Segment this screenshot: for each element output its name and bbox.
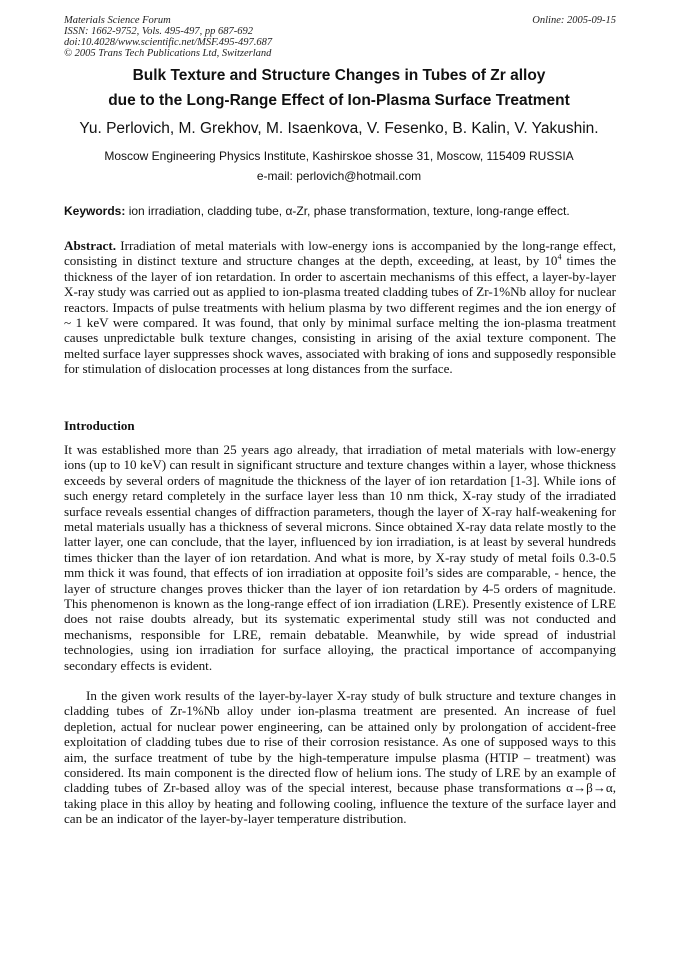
keywords-text: ion irradiation, cladding tube, α-Zr, phase transformation, texture, long-range effect. [125, 204, 570, 218]
abstract [64, 238, 616, 377]
email: e-mail: perlovich@hotmail.com [256, 169, 422, 183]
online-date: Online: 2005-09-15 [532, 15, 616, 26]
issn-line: ISSN: 1662-9752, Vols. 495-497, pp 687-692 [64, 26, 253, 37]
doi-line: doi:10.4028/www.scientific.net/MSF.495-497.687 [64, 37, 273, 48]
abstract-superscript: 4 [557, 253, 562, 263]
paper-title-line2: due to the Long-Range Effect of Ion-Plasma Surface Treatment [108, 92, 570, 109]
abstract-text-2: times the thickness of the layer of ion retardation. In order to ascertain mechanisms of this effect, a layer-by-layer X-ray study was carried out as applied to ion-plasma treated cladding tubes of Zr-1%Nb alloy for nuclear reactors. Impacts of pulse treatments with helium plasma by two different regimes and the ion energy of ~ 1 keV were compared. It was found, that only by minimal surface melting the ion-plasma treatment causes unpredictable bulk texture changes, consisting in arising of the axial texture component. The melted surface layer suppresses shock waves, associated with braking of ions and supposedly responsible for stimulation of dislocation processes at long distances from the surface. [64, 253, 617, 377]
journal-header [64, 15, 616, 59]
abstract-text-1: Irradiation of metal materials with low-energy ions is accompanied by the long-range effect, consisting in distinct texture and structure changes at the depth, exceeding, at least, by 10 [64, 238, 616, 269]
copyright-line: © 2005 Trans Tech Publications Ltd, Switzerland [64, 48, 272, 59]
journal-name: Materials Science Forum [64, 15, 171, 26]
keywords-label: Keywords: [64, 204, 126, 218]
intro-paragraph-1: It was established more than 25 years ago already, that irradiation of metal materials with low-energy ions (up to 10 keV) can result in significant structure and texture changes within a layer, whose thickness exceeds by several orders of magnitude the thickness of the layer of ion retardation [1-3]. While ions of such energy retard completely in the surface layer less than 10 nm thick, X-ray study of the irradiated surface reveals essential changes of diffraction parameters, though the layer of X-ray half-weakening for metal materials usually has a thickness of several microns. Since obtained X-ray data relate mostly to the latter layer, one can conclude, that the layer, influenced by ion irradiation, is at least by several hundreds times thicker than the layer of ion retardation. And what is more, by X-ray study of metal foils 0.3-0.5 mm thick it was found, that effects of ion irradiation at opposite foil’s sides are comparable, - hence, the layer of structure changes proves thicker than the layer of ion retardation by 4-5 orders of magnitude. This phenomenon is known as the long-range effect of ion irradiation (LRE). Presently existence of LRE does not raise doubts already, but its systematic experimental study still was not conducted and mechanisms, responsible for LRE, remain debatable. Meanwhile, by wide spread of industrial technologies, using ion irradiation for surface alloying, the practical importance of accompanying secondary effects is evident. [64, 442, 616, 673]
affiliation: Moscow Engineering Physics Institute, Kashirskoe shosse 31, Moscow, 115409 RUSSIA [104, 149, 574, 163]
authors: Yu. Perlovich, M. Grekhov, M. Isaenkova, V. Fesenko, B. Kalin, V. Yakushin. [79, 120, 599, 137]
abstract-label: Abstract. [64, 238, 116, 253]
section-heading-introduction: Introduction [64, 418, 135, 433]
intro-paragraph-2: In the given work results of the layer-by-layer X-ray study of bulk structure and texture changes in cladding tubes of Zr-1%Nb alloy under ion-plasma treatment are presented. An increase of fuel depletion, actual for nuclear power engineering, can be attained only by prolongation of accident-free exploitation of cladding tubes due to rise of their corrosion resistance. As one of supposed ways to this aim, the surface treatment of tube by the high-temperature impulse plasma (HTIP – treatment) was considered. Its main component is the directed flow of helium ions. The study of LRE by an example of cladding tubes of Zr-based alloy was of the special interest, because phase transformations α→β→α, taking place in this alloy by heating and following cooling, influence the texture of the surface layer and can be an indicator of the layer-by-layer temperature distribution. [64, 688, 616, 827]
keywords [64, 204, 624, 218]
paper-title-line1: Bulk Texture and Structure Changes in Tubes of Zr alloy [132, 67, 546, 84]
